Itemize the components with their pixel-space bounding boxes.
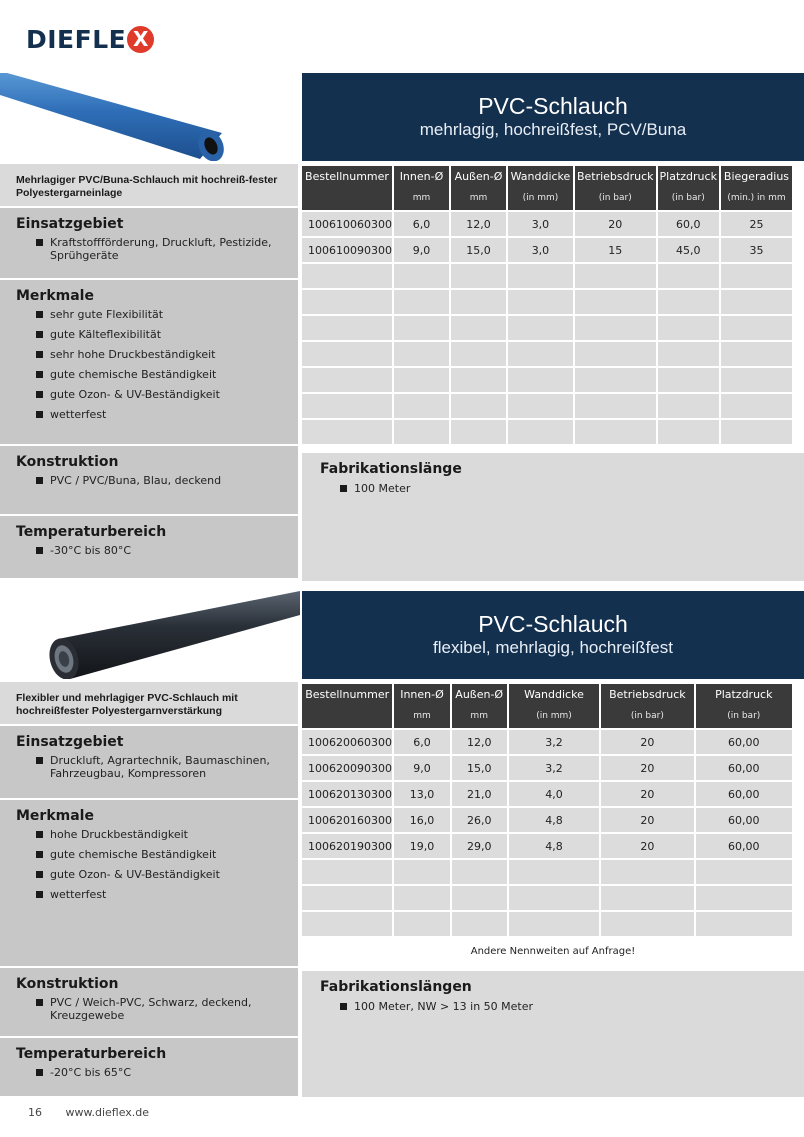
table-cell: 20 <box>601 808 693 832</box>
table-cell <box>452 860 507 884</box>
table-cell: 60,00 <box>696 730 792 754</box>
hose-image-black <box>0 591 300 679</box>
konstruktion-heading: Konstruktion <box>16 454 119 470</box>
column-header: Innen-Ø mm <box>394 684 449 728</box>
logo-x-mark: X <box>127 26 154 53</box>
table-cell: 20 <box>601 730 693 754</box>
table-cell: 21,0 <box>452 782 507 806</box>
table-cell <box>302 860 392 884</box>
table-cell <box>508 316 573 340</box>
table-cell: 25 <box>721 212 792 236</box>
table-cell <box>658 368 719 392</box>
table-cell <box>509 886 599 910</box>
availability-note: Andere Nennweiten auf Anfrage! <box>470 946 636 957</box>
product-title-banner <box>302 591 804 679</box>
einsatzgebiet-list <box>16 236 286 262</box>
table-cell: 4,0 <box>509 782 599 806</box>
table-cell: 29,0 <box>452 834 507 858</box>
konstruktion-box <box>0 968 298 1038</box>
merkmale-heading: Merkmale <box>16 808 94 824</box>
table-cell <box>302 912 392 936</box>
table-cell <box>658 316 719 340</box>
konstruktion-box <box>0 446 298 516</box>
table-cell <box>696 912 792 936</box>
table-cell <box>452 912 507 936</box>
einsatzgebiet-list <box>16 754 286 780</box>
table-cell <box>394 264 449 288</box>
column-header: Innen-Ø mm <box>394 166 449 210</box>
table-cell <box>451 420 506 444</box>
merkmale-box <box>0 280 298 446</box>
bullet-item: gute chemische Beständigkeit <box>16 368 286 381</box>
spec-table-area <box>302 164 804 446</box>
bullet-item: gute Ozon- & UV-Beständigkeit <box>16 868 286 881</box>
temperaturbereich-list <box>16 1066 286 1079</box>
temperaturbereich-box <box>0 1038 298 1098</box>
product-description: Flexibler und mehrlagiger PVC-Schlauch mit hochreißfester Polyestergarnverstärkung <box>0 682 298 726</box>
table-cell: 20 <box>601 782 693 806</box>
table-cell: 12,0 <box>451 212 506 236</box>
table-cell: 15,0 <box>452 756 507 780</box>
table-cell: 100620130300 <box>302 782 392 806</box>
table-cell <box>658 290 719 314</box>
table-cell <box>721 316 792 340</box>
table-cell: 4,8 <box>509 808 599 832</box>
einsatzgebiet-heading: Einsatzgebiet <box>16 216 124 232</box>
column-header: Außen-Ø mm <box>451 166 506 210</box>
bullet-item: gute Ozon- & UV-Beständigkeit <box>16 388 286 401</box>
table-cell: 20 <box>575 212 656 236</box>
bullet-item: gute Kälteflexibilität <box>16 328 286 341</box>
table-cell: 100610060300 <box>302 212 392 236</box>
table-row <box>302 394 792 418</box>
table-cell: 16,0 <box>394 808 449 832</box>
table-cell <box>696 886 792 910</box>
merkmale-heading: Merkmale <box>16 288 94 304</box>
bullet-item: wetterfest <box>16 888 286 901</box>
einsatzgebiet-box <box>0 208 298 280</box>
table-cell <box>658 342 719 366</box>
bullet-item: Druckluft, Agrartechnik, Baumaschinen, Fahrzeugbau, Kompressoren <box>16 754 286 780</box>
table-row <box>302 912 792 936</box>
table-cell <box>721 290 792 314</box>
bullet-item: hohe Druckbeständigkeit <box>16 828 286 841</box>
product-subtitle: mehrlagig, hochreißfest, PCV/Buna <box>419 120 687 139</box>
fabrikationslaengen-list <box>320 1000 792 1013</box>
bullet-item: 100 Meter <box>320 482 792 495</box>
table-row <box>302 316 792 340</box>
table-cell <box>601 886 693 910</box>
merkmale-list <box>16 308 286 421</box>
table-cell: 45,0 <box>658 238 719 262</box>
product-section-2 <box>0 591 804 1099</box>
fabrikationslaenge-box <box>302 453 804 581</box>
table-cell <box>508 264 573 288</box>
column-header: Bestellnummer <box>302 166 392 210</box>
spec-table <box>300 682 794 938</box>
logo-wordmark: DIEFLE <box>26 24 127 54</box>
temperaturbereich-box <box>0 516 298 580</box>
spec-table-header <box>302 166 792 210</box>
table-cell <box>302 886 392 910</box>
einsatzgebiet-heading: Einsatzgebiet <box>16 734 124 750</box>
table-cell: 6,0 <box>394 212 449 236</box>
table-cell <box>658 264 719 288</box>
product-section-1 <box>0 73 804 581</box>
spec-table <box>300 164 794 446</box>
column-header: Wanddicke (in mm) <box>509 684 599 728</box>
table-cell <box>509 860 599 884</box>
table-cell <box>721 264 792 288</box>
table-cell: 3,2 <box>509 730 599 754</box>
hose-image-blue <box>0 73 300 161</box>
table-row <box>302 808 792 832</box>
table-cell <box>508 368 573 392</box>
table-row <box>302 730 792 754</box>
column-header: Wanddicke (in mm) <box>508 166 573 210</box>
page-footer <box>28 1106 169 1119</box>
table-row <box>302 238 792 262</box>
table-cell <box>394 420 449 444</box>
temperaturbereich-heading: Temperaturbereich <box>16 1046 167 1062</box>
table-cell <box>508 420 573 444</box>
fabrikationslaengen-heading: Fabrikationslängen <box>320 979 472 995</box>
temperaturbereich-heading: Temperaturbereich <box>16 524 167 540</box>
table-cell: 4,8 <box>509 834 599 858</box>
bullet-item: -30°C bis 80°C <box>16 544 286 557</box>
table-cell: 15,0 <box>451 238 506 262</box>
table-cell: 35 <box>721 238 792 262</box>
column-header: Platzdruck (in bar) <box>696 684 792 728</box>
table-cell <box>451 342 506 366</box>
temperaturbereich-list <box>16 544 286 557</box>
konstruktion-list <box>16 996 286 1022</box>
table-cell: 3,2 <box>509 756 599 780</box>
table-row <box>302 782 792 806</box>
table-cell: 60,00 <box>696 756 792 780</box>
table-cell <box>451 264 506 288</box>
table-cell: 60,00 <box>696 782 792 806</box>
table-cell <box>394 316 449 340</box>
table-cell <box>575 342 656 366</box>
table-cell: 19,0 <box>394 834 449 858</box>
table-cell: 9,0 <box>394 238 449 262</box>
table-cell <box>658 394 719 418</box>
column-header: Betriebsdruck (in bar) <box>601 684 693 728</box>
table-cell <box>601 912 693 936</box>
table-cell: 6,0 <box>394 730 449 754</box>
table-cell: 3,0 <box>508 212 573 236</box>
column-header: Biegeradius (min.) in mm <box>721 166 792 210</box>
table-row <box>302 342 792 366</box>
product-title: PVC-Schlauch <box>478 93 628 119</box>
table-cell <box>451 316 506 340</box>
table-cell <box>508 394 573 418</box>
table-cell: 100620060300 <box>302 730 392 754</box>
table-cell <box>394 290 449 314</box>
table-cell: 60,00 <box>696 808 792 832</box>
bullet-item: PVC / PVC/Buna, Blau, deckend <box>16 474 286 487</box>
konstruktion-list <box>16 474 286 487</box>
table-cell: 100610090300 <box>302 238 392 262</box>
table-row <box>302 212 792 236</box>
table-cell <box>451 368 506 392</box>
table-cell: 3,0 <box>508 238 573 262</box>
table-cell: 100620190300 <box>302 834 392 858</box>
table-cell <box>575 264 656 288</box>
bullet-item: gute chemische Beständigkeit <box>16 848 286 861</box>
page-number: 16 <box>28 1106 42 1119</box>
merkmale-list <box>16 828 286 901</box>
table-cell: 60,00 <box>696 834 792 858</box>
column-header: Platzdruck (in bar) <box>658 166 719 210</box>
table-cell: 12,0 <box>452 730 507 754</box>
table-cell: 60,0 <box>658 212 719 236</box>
table-row <box>302 420 792 444</box>
bullet-item: -20°C bis 65°C <box>16 1066 286 1079</box>
table-cell <box>394 860 449 884</box>
product-info-column <box>0 682 298 1098</box>
table-cell <box>575 420 656 444</box>
table-cell <box>451 394 506 418</box>
bullet-item: sehr hohe Druckbeständigkeit <box>16 348 286 361</box>
fabrikationslaenge-list <box>320 482 792 495</box>
table-row <box>302 834 792 858</box>
table-cell: 20 <box>601 834 693 858</box>
table-row <box>302 886 792 910</box>
table-cell <box>721 420 792 444</box>
table-cell: 20 <box>601 756 693 780</box>
product-title: PVC-Schlauch <box>478 611 628 637</box>
table-cell <box>575 290 656 314</box>
bullet-item: sehr gute Flexibilität <box>16 308 286 321</box>
table-cell: 13,0 <box>394 782 449 806</box>
table-cell <box>575 394 656 418</box>
bullet-item: 100 Meter, NW > 13 in 50 Meter <box>320 1000 792 1013</box>
spec-table-area <box>302 682 804 957</box>
table-row <box>302 368 792 392</box>
table-cell <box>394 912 449 936</box>
konstruktion-heading: Konstruktion <box>16 976 119 992</box>
table-row <box>302 264 792 288</box>
dieflex-logo <box>26 24 154 54</box>
fabrikationslaengen-box <box>302 971 804 1097</box>
column-header: Betriebsdruck (in bar) <box>575 166 656 210</box>
table-cell <box>302 264 392 288</box>
table-cell <box>509 912 599 936</box>
table-cell: 26,0 <box>452 808 507 832</box>
table-row <box>302 290 792 314</box>
table-cell <box>575 368 656 392</box>
table-cell <box>302 420 392 444</box>
table-cell: 15 <box>575 238 656 262</box>
table-cell <box>658 420 719 444</box>
bullet-item: wetterfest <box>16 408 286 421</box>
table-cell <box>721 368 792 392</box>
product-subtitle: flexibel, mehrlagig, hochreißfest <box>432 638 673 657</box>
einsatzgebiet-box <box>0 726 298 800</box>
table-row <box>302 756 792 780</box>
column-header: Bestellnummer <box>302 684 392 728</box>
spec-table-header <box>302 684 792 728</box>
product-description: Mehrlagiger PVC/Buna-Schlauch mit hochreiß-fester Polyestergarneinlage <box>0 164 298 208</box>
column-header: Außen-Ø mm <box>452 684 507 728</box>
merkmale-box <box>0 800 298 968</box>
table-cell <box>451 290 506 314</box>
table-cell <box>721 342 792 366</box>
table-cell <box>508 290 573 314</box>
table-cell <box>302 342 392 366</box>
table-cell <box>302 394 392 418</box>
fabrikationslaenge-heading: Fabrikationslänge <box>320 461 462 477</box>
table-cell: 100620160300 <box>302 808 392 832</box>
table-row <box>302 860 792 884</box>
table-cell <box>302 316 392 340</box>
table-cell <box>508 342 573 366</box>
table-cell <box>394 342 449 366</box>
bullet-item: PVC / Weich-PVC, Schwarz, deckend, Kreuzgewebe <box>16 996 286 1022</box>
table-cell <box>575 316 656 340</box>
table-cell <box>721 394 792 418</box>
table-cell <box>394 886 449 910</box>
table-cell <box>696 860 792 884</box>
table-cell <box>601 860 693 884</box>
table-cell: 100620090300 <box>302 756 392 780</box>
table-cell <box>302 290 392 314</box>
table-cell <box>394 394 449 418</box>
product-info-column <box>0 164 298 580</box>
product-title-banner <box>302 73 804 161</box>
bullet-item: Kraftstoffförderung, Druckluft, Pestizide, Sprühgeräte <box>16 236 286 262</box>
website-url[interactable]: www.dieflex.de <box>65 1106 150 1119</box>
table-cell: 9,0 <box>394 756 449 780</box>
table-cell <box>302 368 392 392</box>
table-cell <box>394 368 449 392</box>
table-cell <box>452 886 507 910</box>
